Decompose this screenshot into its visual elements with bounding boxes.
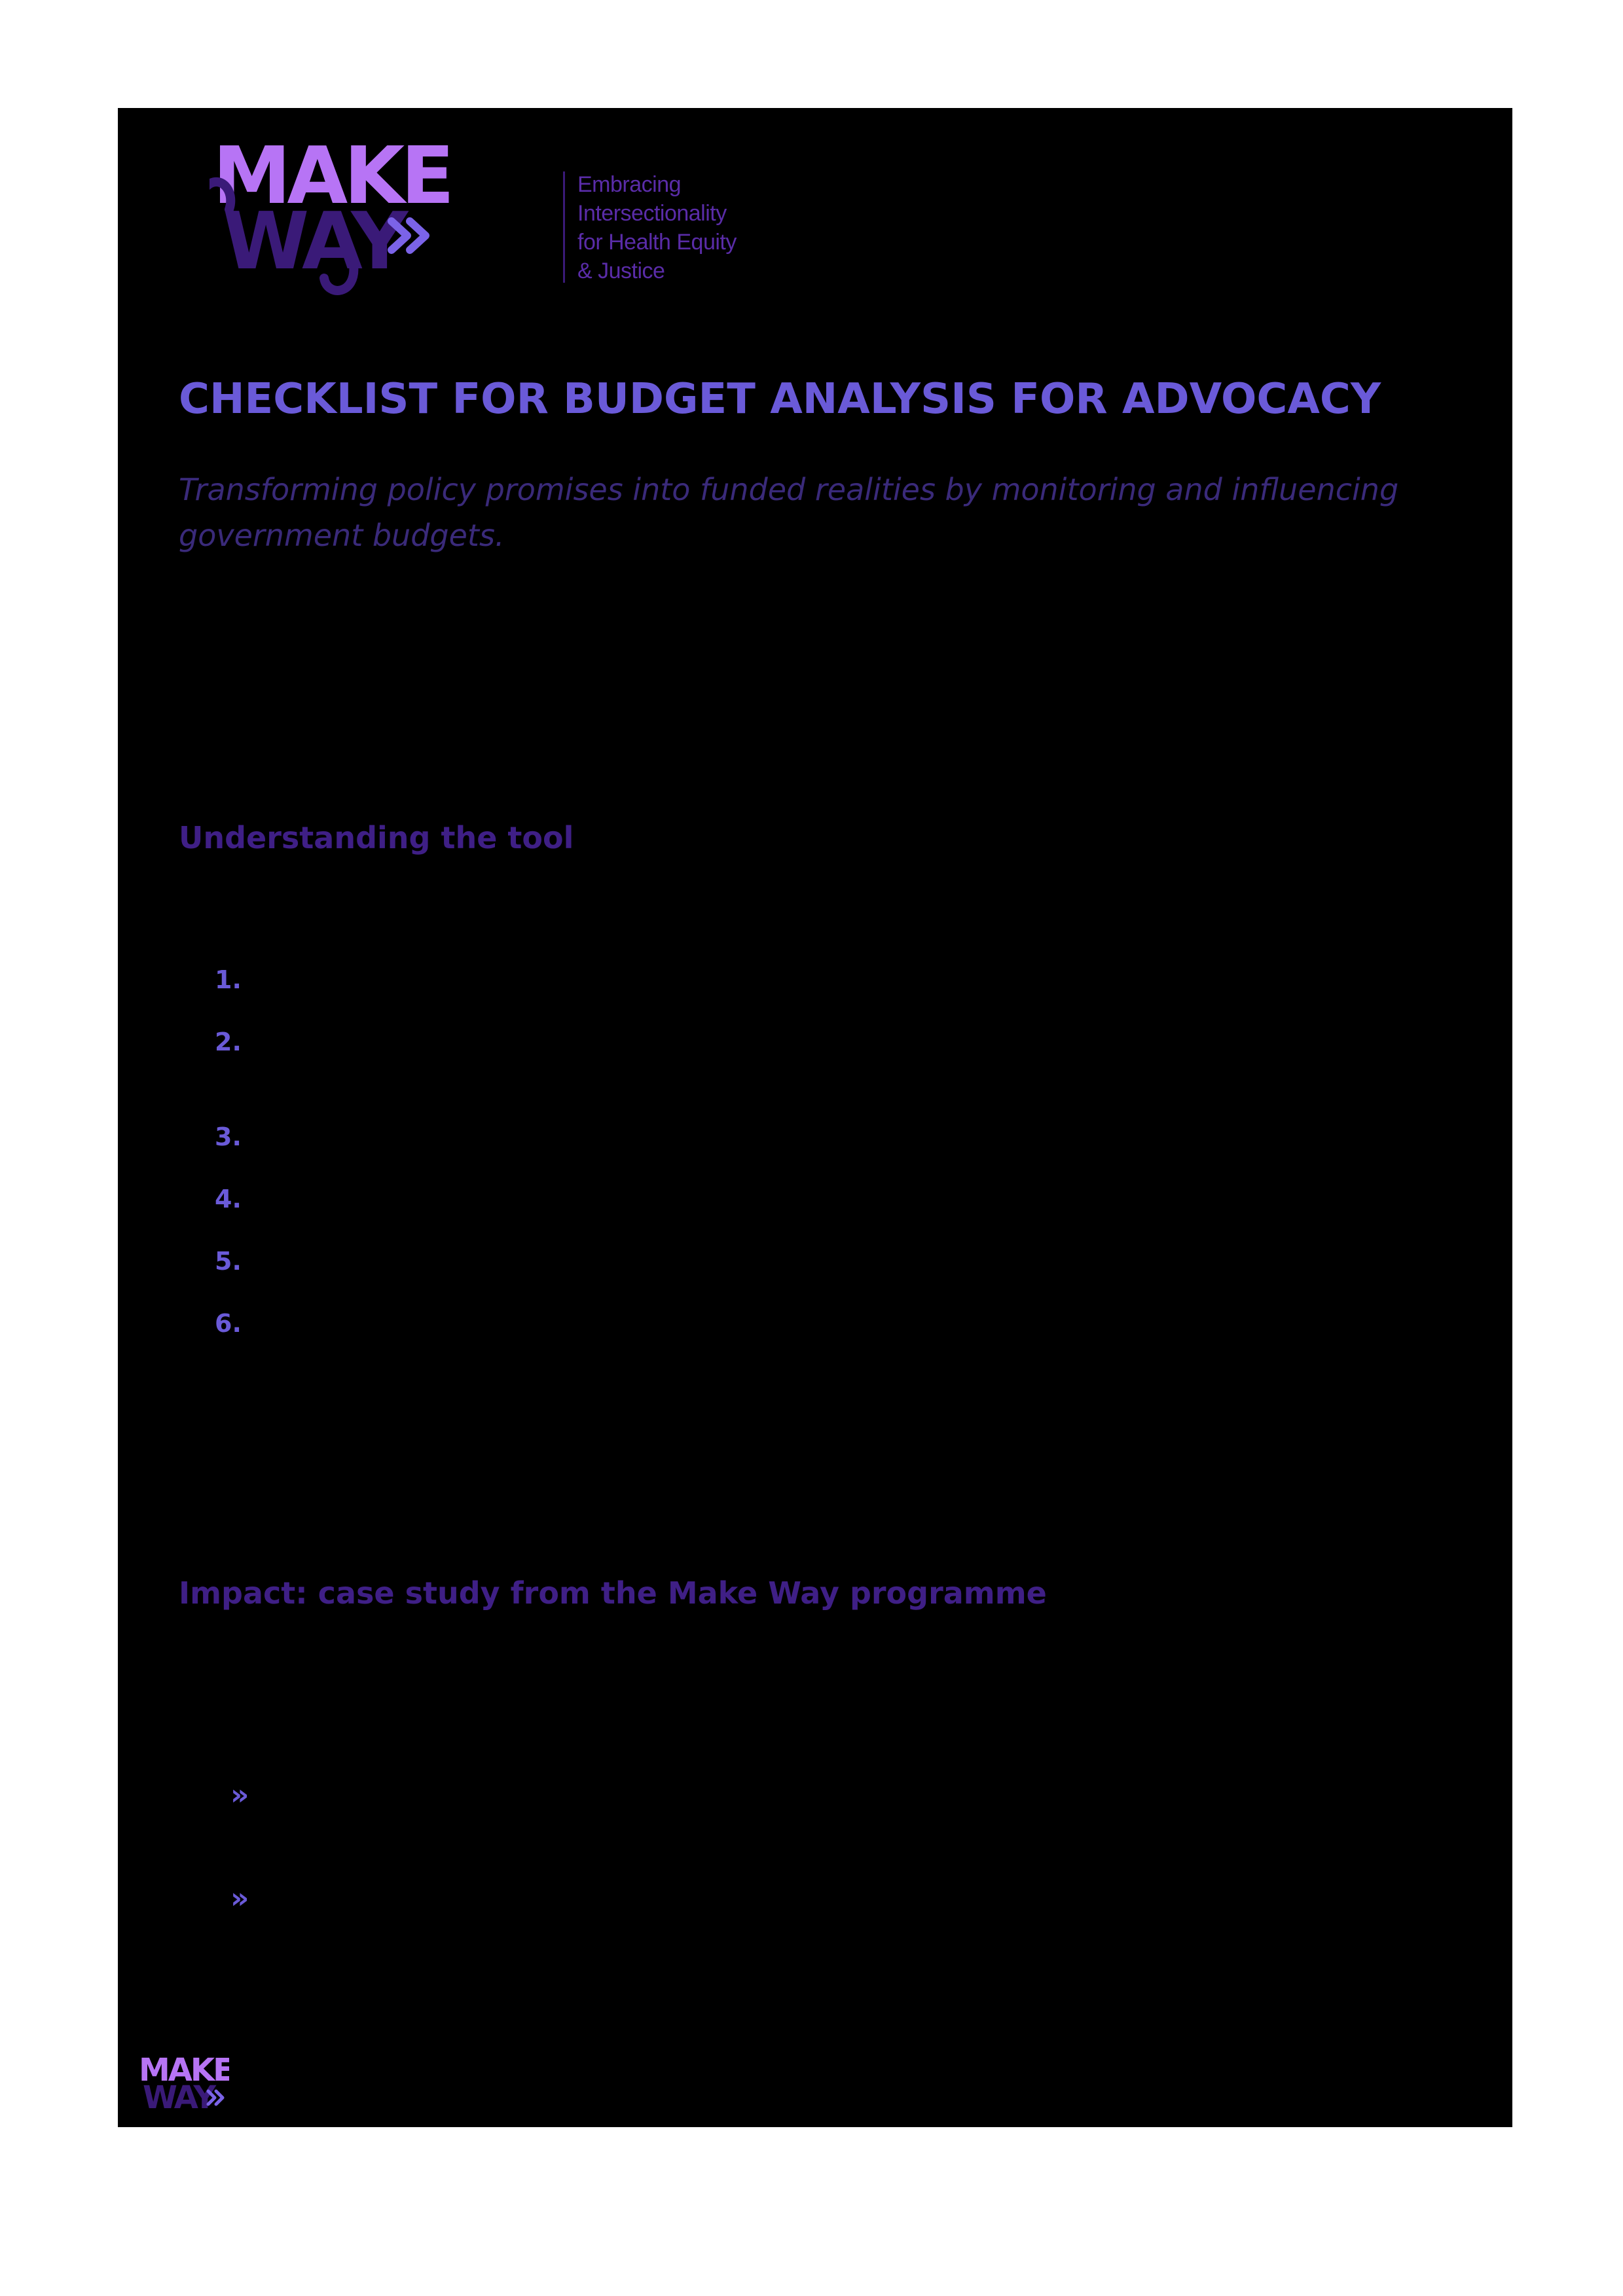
footer-logo-mark [131,2052,229,2124]
list-number: 6. [215,1309,242,1338]
footer-logo-make-text: MAKE [139,2052,229,2089]
tagline-line: Intersectionality [577,201,727,226]
list-number: 3. [215,1122,242,1151]
footer-logo [131,2052,229,2126]
make-way-logo [210,137,737,308]
document-page [118,108,1512,2127]
list-number: 5. [215,1247,242,1276]
list-number: 2. [215,1028,242,1056]
bullet-marker: » [230,1778,249,1812]
make-way-logo-mark [210,137,576,301]
list-number: 4. [215,1185,242,1213]
document-title: CHECKLIST FOR BUDGET ANALYSIS FOR ADVOCACY [179,375,1381,423]
list-number: 1. [215,965,242,994]
logo-tagline [577,170,737,285]
tagline-line: Embracing [577,172,682,197]
section-heading-understanding-tool: Understanding the tool [179,820,574,855]
logo-way-text: WAY [223,196,405,287]
logo-divider [563,171,566,283]
tagline-line: & Justice [577,259,665,283]
footer-logo-way-text: WAY [143,2079,215,2116]
section-heading-impact: Impact: case study from the Make Way programme [179,1575,1047,1611]
document-subtitle: Transforming policy promises into funded realities by monitoring and influencing government budgets. [179,472,1399,553]
bullet-marker: » [230,1882,249,1915]
logo-make-text: MAKE [213,137,451,222]
tagline-line: for Health Equity [577,230,737,255]
